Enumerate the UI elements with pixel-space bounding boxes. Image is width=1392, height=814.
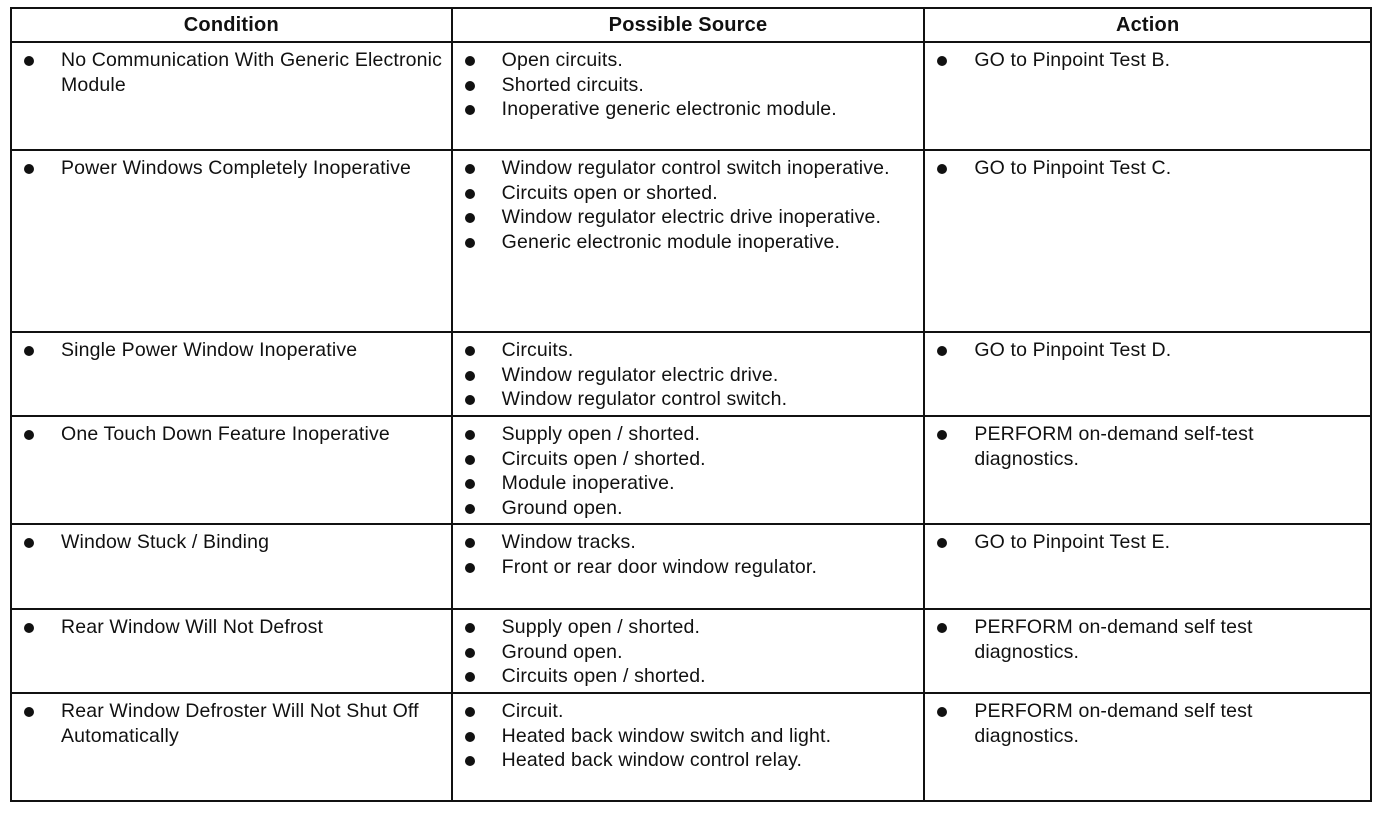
possible-source-cell xyxy=(452,693,925,801)
possible-source-list xyxy=(453,151,924,257)
bullet-icon xyxy=(465,623,475,633)
possible-source-text: Ground open. xyxy=(501,640,623,663)
possible-source-text: Inoperative generic electronic module. xyxy=(501,98,837,120)
bullet-icon xyxy=(465,56,475,66)
possible-source-text: Circuits open / shorted. xyxy=(501,447,706,470)
condition-text: Rear Window Will Not Defrost xyxy=(61,616,324,638)
bullet-icon xyxy=(465,563,475,573)
bullet-icon xyxy=(465,504,475,514)
bullet-icon xyxy=(465,189,475,199)
condition-list xyxy=(12,151,451,184)
possible-source-text: Open circuits. xyxy=(501,49,623,71)
condition-item xyxy=(12,530,443,555)
possible-source-list xyxy=(453,694,924,776)
bullet-icon xyxy=(937,538,947,548)
possible-source-list xyxy=(453,333,924,415)
possible-source-item xyxy=(453,205,916,230)
possible-source-item xyxy=(453,73,916,98)
possible-source-item xyxy=(453,530,916,555)
possible-source-text: Window tracks. xyxy=(501,531,636,553)
diagnosis-table xyxy=(10,7,1372,802)
condition-cell xyxy=(11,416,452,524)
action-cell xyxy=(924,332,1371,416)
possible-source-item xyxy=(453,664,916,689)
bullet-icon xyxy=(465,648,475,658)
action-text: PERFORM on-demand self test diagnostics. xyxy=(974,700,1253,747)
possible-source-item xyxy=(453,699,916,724)
possible-source-text: Shorted circuits. xyxy=(501,73,644,96)
bullet-icon xyxy=(465,371,475,381)
action-cell xyxy=(924,416,1371,524)
possible-source-text: Supply open / shorted. xyxy=(501,423,701,445)
action-text: GO to Pinpoint Test D. xyxy=(974,339,1172,361)
bullet-icon xyxy=(465,238,475,248)
possible-source-text: Circuit. xyxy=(501,700,564,722)
action-text: PERFORM on-demand self-test diagnostics. xyxy=(974,423,1254,470)
action-list xyxy=(925,151,1370,184)
possible-source-cell xyxy=(452,150,925,332)
condition-cell xyxy=(11,524,452,609)
table-row xyxy=(11,693,1371,801)
condition-cell xyxy=(11,42,452,150)
possible-source-text: Generic electronic module inoperative. xyxy=(501,230,841,253)
action-cell xyxy=(924,693,1371,801)
possible-source-cell xyxy=(452,332,925,416)
possible-source-list xyxy=(453,43,924,125)
bullet-icon xyxy=(465,213,475,223)
bullet-icon xyxy=(24,707,34,717)
condition-text: One Touch Down Feature Inoperative xyxy=(61,423,390,445)
condition-list xyxy=(12,525,451,558)
action-cell xyxy=(924,524,1371,609)
possible-source-item xyxy=(453,748,916,773)
header-condition: Condition xyxy=(11,8,452,42)
condition-cell xyxy=(11,332,452,416)
possible-source-item xyxy=(453,387,916,412)
possible-source-item xyxy=(453,230,916,255)
bullet-icon xyxy=(937,707,947,717)
possible-source-text: Window regulator electric drive. xyxy=(501,363,779,386)
table-row xyxy=(11,42,1371,150)
condition-text: No Communication With Generic Electronic Module xyxy=(61,49,442,96)
action-item xyxy=(925,699,1362,748)
bullet-icon xyxy=(465,672,475,682)
possible-source-cell xyxy=(452,416,925,524)
possible-source-item xyxy=(453,97,916,122)
action-text: PERFORM on-demand self test diagnostics. xyxy=(974,616,1253,663)
bullet-icon xyxy=(937,430,947,440)
bullet-icon xyxy=(24,623,34,633)
possible-source-text: Front or rear door window regulator. xyxy=(501,555,818,578)
condition-cell xyxy=(11,150,452,332)
possible-source-text: Heated back window control relay. xyxy=(501,749,803,771)
action-text: GO to Pinpoint Test C. xyxy=(974,157,1172,179)
bullet-icon xyxy=(465,164,475,174)
condition-text: Rear Window Defroster Will Not Shut Off Automatically xyxy=(61,700,419,747)
bullet-icon xyxy=(465,479,475,489)
condition-list xyxy=(12,610,451,643)
bullet-icon xyxy=(24,430,34,440)
possible-source-item xyxy=(453,181,916,206)
bullet-icon xyxy=(465,430,475,440)
possible-source-item xyxy=(453,496,916,521)
action-cell xyxy=(924,42,1371,150)
possible-source-text: Circuits open or shorted. xyxy=(501,181,718,204)
bullet-icon xyxy=(465,732,475,742)
condition-list xyxy=(12,417,451,450)
table-body xyxy=(11,42,1371,801)
possible-source-item xyxy=(453,724,916,749)
header-row xyxy=(11,8,1371,42)
condition-text: Window Stuck / Binding xyxy=(61,531,270,553)
possible-source-text: Ground open. xyxy=(501,496,623,519)
action-text: GO to Pinpoint Test E. xyxy=(974,531,1171,553)
possible-source-cell xyxy=(452,42,925,150)
action-list xyxy=(925,525,1370,558)
possible-source-item xyxy=(453,615,916,640)
possible-source-text: Circuits. xyxy=(501,339,574,361)
possible-source-item xyxy=(453,48,916,73)
bullet-icon xyxy=(24,164,34,174)
bullet-icon xyxy=(465,395,475,405)
possible-source-text: Window regulator electric drive inoperative. xyxy=(501,206,882,228)
possible-source-item xyxy=(453,555,916,580)
bullet-icon xyxy=(937,164,947,174)
condition-cell xyxy=(11,609,452,693)
header-possible-source: Possible Source xyxy=(452,8,925,42)
condition-list xyxy=(12,694,451,751)
possible-source-text: Supply open / shorted. xyxy=(501,616,701,638)
condition-text: Power Windows Completely Inoperative xyxy=(61,157,412,179)
table-row xyxy=(11,609,1371,693)
possible-source-item xyxy=(453,447,916,472)
condition-item xyxy=(12,338,443,363)
bullet-icon xyxy=(465,81,475,91)
action-list xyxy=(925,417,1370,474)
table-row xyxy=(11,332,1371,416)
bullet-icon xyxy=(465,756,475,766)
possible-source-item xyxy=(453,338,916,363)
action-list xyxy=(925,610,1370,667)
action-item xyxy=(925,338,1362,363)
bullet-icon xyxy=(937,623,947,633)
possible-source-list xyxy=(453,610,924,692)
possible-source-cell xyxy=(452,609,925,693)
possible-source-item xyxy=(453,471,916,496)
action-item xyxy=(925,48,1362,73)
bullet-icon xyxy=(24,346,34,356)
bullet-icon xyxy=(465,707,475,717)
action-text: GO to Pinpoint Test B. xyxy=(974,49,1171,71)
condition-item xyxy=(12,48,443,97)
bullet-icon xyxy=(24,56,34,66)
possible-source-text: Heated back window switch and light. xyxy=(501,724,832,747)
action-cell xyxy=(924,150,1371,332)
action-item xyxy=(925,530,1362,555)
action-list xyxy=(925,43,1370,76)
possible-source-text: Window regulator control switch inoperative. xyxy=(501,157,890,179)
action-item xyxy=(925,615,1362,664)
header-action: Action xyxy=(924,8,1371,42)
possible-source-list xyxy=(453,525,924,582)
table-row xyxy=(11,416,1371,524)
condition-item xyxy=(12,422,443,447)
bullet-icon xyxy=(465,346,475,356)
action-list xyxy=(925,333,1370,366)
bullet-icon xyxy=(465,538,475,548)
possible-source-item xyxy=(453,640,916,665)
possible-source-text: Window regulator control switch. xyxy=(501,388,788,410)
bullet-icon xyxy=(24,538,34,548)
bullet-icon xyxy=(937,346,947,356)
bullet-icon xyxy=(937,56,947,66)
action-cell xyxy=(924,609,1371,693)
possible-source-text: Module inoperative. xyxy=(501,472,675,494)
bullet-icon xyxy=(465,455,475,465)
possible-source-cell xyxy=(452,524,925,609)
condition-item xyxy=(12,615,443,640)
condition-text: Single Power Window Inoperative xyxy=(61,339,358,361)
action-list xyxy=(925,694,1370,751)
condition-item xyxy=(12,699,443,748)
condition-list xyxy=(12,43,451,100)
action-item xyxy=(925,156,1362,181)
bullet-icon xyxy=(465,105,475,115)
table-row xyxy=(11,524,1371,609)
possible-source-item xyxy=(453,422,916,447)
possible-source-item xyxy=(453,363,916,388)
condition-list xyxy=(12,333,451,366)
condition-cell xyxy=(11,693,452,801)
condition-item xyxy=(12,156,443,181)
table-row xyxy=(11,150,1371,332)
possible-source-item xyxy=(453,156,916,181)
action-item xyxy=(925,422,1362,471)
possible-source-list xyxy=(453,417,924,523)
possible-source-text: Circuits open / shorted. xyxy=(501,665,706,687)
